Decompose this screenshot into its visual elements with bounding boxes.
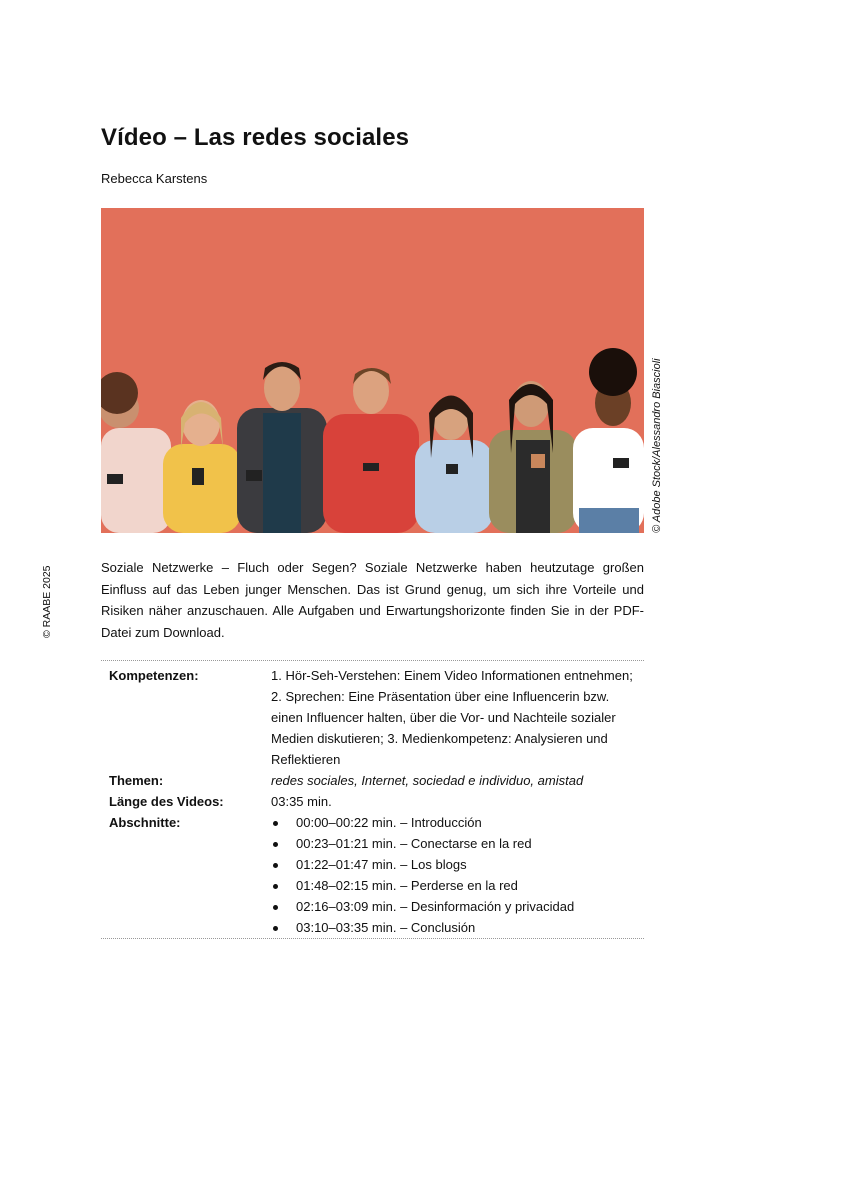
young-people-with-phones-illustration xyxy=(101,208,644,533)
list-item: 00:23–01:21 min. – Conectarse en la red xyxy=(271,833,644,854)
value-laenge: 03:35 min. xyxy=(271,794,332,809)
photo-credit: © Adobe Stock/Alessandro Biascioli xyxy=(651,358,663,533)
author: Rebecca Karstens xyxy=(101,171,208,186)
value-themen: redes sociales, Internet, sociedad e individuo, amistad xyxy=(271,773,584,788)
intro-paragraph: Soziale Netzwerke – Fluch oder Segen? Soziale Netzwerke haben heutzutage großen Einfluss auf das Leben junger Menschen. Das ist Grund genug, um sich ihre Vorteile und Risiken näher anzuschauen. Alle Aufgaben und Erwartungshorizonte finden Sie in der PDF-Datei zum Download. xyxy=(101,560,644,640)
label-abschnitte: Abschnitte: xyxy=(109,815,181,830)
sections-list xyxy=(271,812,644,938)
list-item: 01:48–02:15 min. – Perderse en la red xyxy=(271,875,644,896)
cover-photo xyxy=(101,208,644,533)
label-laenge: Länge des Videos: xyxy=(109,794,224,809)
list-item: 03:10–03:35 min. – Conclusión xyxy=(271,917,644,938)
info-table xyxy=(101,660,644,939)
value-kompetenzen: 1. Hör-Seh-Verstehen: Einem Video Informationen entnehmen; 2. Sprechen: Eine Präsentation über eine Influencerin bzw. einen Influencer halten, über die Vor- und Nachteile sozialer Medien diskutieren; 3. Medienkompetenz: Analysieren und Reflektieren xyxy=(271,668,633,767)
copyright-note: © RAABE 2025 xyxy=(41,565,53,638)
row-laenge xyxy=(101,791,644,812)
label-kompetenzen: Kompetenzen: xyxy=(109,668,199,683)
label-themen: Themen: xyxy=(109,773,164,788)
list-item: 02:16–03:09 min. – Desinformación y privacidad xyxy=(271,896,644,917)
list-item: 01:22–01:47 min. – Los blogs xyxy=(271,854,644,875)
value-abschnitte xyxy=(271,812,644,938)
row-themen xyxy=(101,770,644,791)
page-title: Vídeo – Las redes sociales xyxy=(101,124,410,151)
row-abschnitte xyxy=(101,812,644,938)
row-kompetenzen xyxy=(101,665,644,770)
list-item: 00:00–00:22 min. – Introducción xyxy=(271,812,644,833)
